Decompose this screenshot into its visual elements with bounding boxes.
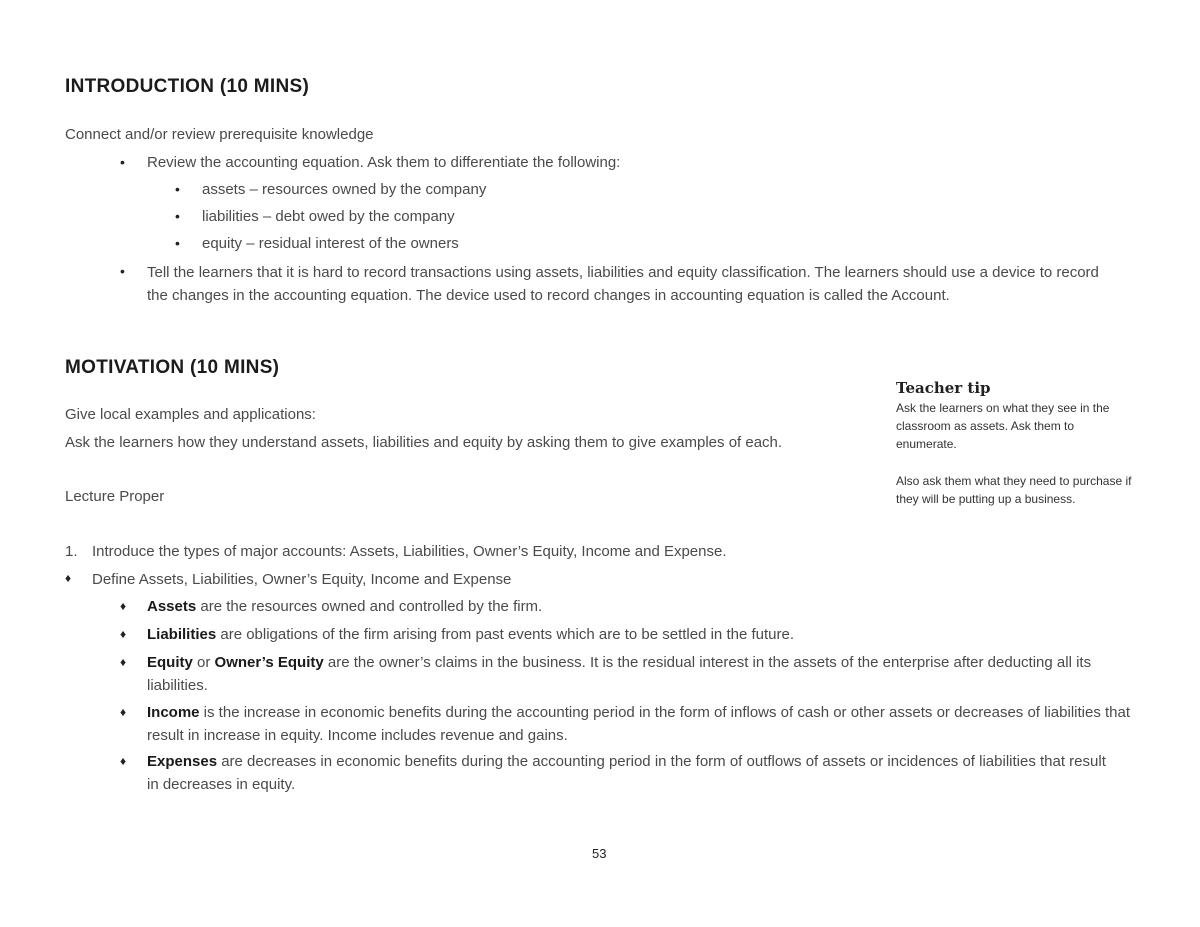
definition-liabilities: Liabilities are obligations of the firm arising from past events which are to be settled in the future. [147,626,794,643]
motivation-line-local-examples: Give local examples and applications: [65,406,316,423]
teacher-tip-paragraph-2: Also ask them what they need to purchase if they will be putting up a business. [896,474,1132,506]
lecture-item-1-marker: 1. [65,543,78,560]
bullet-marker: • [175,181,180,197]
definition-income: Income is the increase in economic benefits during the accounting period in the form of inflows of cash or other assets or decreases of liabilities that result in increase in equity. Income includes revenue and gains. [147,704,1131,744]
lecture-proper-heading: Lecture Proper [65,488,165,505]
term-liabilities: Liabilities [147,626,217,643]
motivation-heading: MOTIVATION (10 MINS) [65,357,280,378]
teacher-tip-paragraph-1: Ask the learners on what they see in the classroom as assets. Ask them to enumerate. [896,401,1110,451]
intro-bullet-review-equation: Review the accounting equation. Ask them to differentiate the following: [147,154,621,171]
definition-assets: Assets are the resources owned and controlled by the firm. [147,598,543,615]
bullet-marker: • [120,154,125,170]
sub-bullet-equity: equity – residual interest of the owners [202,235,459,252]
introduction-intro-line: Connect and/or review prerequisite knowledge [65,126,374,143]
introduction-heading: INTRODUCTION (10 MINS) [65,76,310,97]
diamond-bullet-marker: ♦ [120,705,127,719]
bullet-marker: • [120,263,125,279]
motivation-line-ask-learners: Ask the learners how they understand assets, liabilities and equity by asking them to give examples of each. [65,434,783,451]
diamond-bullet-marker: ♦ [65,571,72,585]
definition-expenses: Expenses are decreases in economic benefits during the accounting period in the form of outflows of assets or incidences of liabilities that result in decreases in equity. [147,753,1106,793]
page-number: 53 [592,846,607,861]
bullet-marker: • [175,208,180,224]
sub-bullet-assets: assets – resources owned by the company [202,181,487,198]
term-assets: Assets [147,598,197,615]
intro-bullet-account-device: Tell the learners that it is hard to record transactions using assets, liabilities and equity classification. The learners should use a device to record the changes in the accounting equation. The device used to record changes in accounting equation is called the Account. [147,264,1099,304]
sub-bullet-liabilities: liabilities – debt owed by the company [202,208,455,225]
lecture-item-introduce-accounts: Introduce the types of major accounts: Assets, Liabilities, Owner’s Equity, Income and Expense. [92,543,727,560]
term-owners-equity: Owner’s Equity [214,654,324,671]
lecture-item-define-accounts: Define Assets, Liabilities, Owner’s Equity, Income and Expense [92,571,512,588]
definition-equity: Equity or Owner’s Equity are the owner’s claims in the business. It is the residual interest in the assets of the enterprise after deducting all its liabilities. [147,654,1092,694]
teacher-tip-title: Teacher tip [896,379,991,397]
bullet-marker: • [175,235,180,251]
term-expenses: Expenses [147,753,218,770]
diamond-bullet-marker: ♦ [120,627,127,641]
diamond-bullet-marker: ♦ [120,599,127,613]
diamond-bullet-marker: ♦ [120,655,127,669]
term-equity: Equity [147,654,193,671]
term-income: Income [147,704,200,721]
diamond-bullet-marker: ♦ [120,754,127,768]
